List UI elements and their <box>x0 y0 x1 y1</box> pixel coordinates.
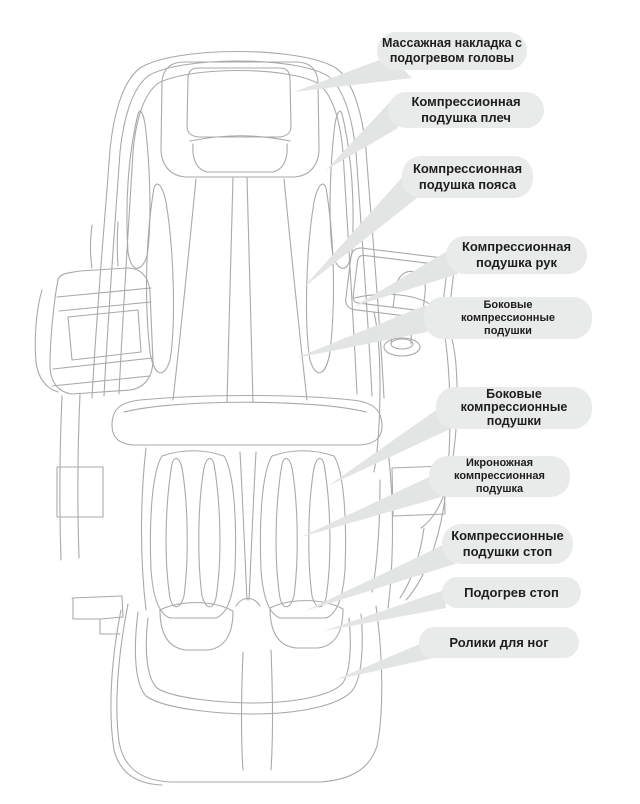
callout-calf-cushion <box>429 456 570 497</box>
callout-label: подушка пояса <box>418 177 517 192</box>
callout-label: компрессионная <box>454 470 545 482</box>
callout-side-cushions-lower <box>436 387 592 429</box>
callout-label: подушка рук <box>476 255 557 270</box>
callout-leg-rollers <box>419 627 579 658</box>
callout-waist-cushion <box>402 156 533 198</box>
callout-label: Компрессионная <box>411 94 521 109</box>
callout-arm-cushion <box>446 236 587 274</box>
backrest-seams <box>173 177 307 402</box>
callout-foot-heating <box>442 577 581 608</box>
callout-label: подогревом головы <box>389 51 515 65</box>
callout-label: подушка плеч <box>421 110 511 125</box>
callout-pointer-3 <box>303 174 417 288</box>
foot-cuffs <box>160 601 343 650</box>
callout-label: Икроножная <box>465 457 534 469</box>
callout-label: Подогрев стоп <box>464 584 559 600</box>
callout-side-cushions-upper <box>424 297 592 339</box>
callout-label: Массажная накладка с <box>381 36 523 50</box>
headrest <box>161 62 319 177</box>
footrest <box>111 604 382 785</box>
callout-foot-cushions <box>442 524 573 564</box>
callout-label: Компрессионные <box>451 528 564 543</box>
callout-label: подушка <box>475 483 524 495</box>
callout-label: Ролики для ног <box>449 634 549 650</box>
callout-label: подушки <box>484 324 532 337</box>
callout-label: подушки <box>486 413 542 428</box>
callout-label: Боковые <box>486 386 542 401</box>
left-armrest <box>35 222 153 634</box>
callout-label: Компрессионная <box>461 239 572 254</box>
chair-line-art <box>35 52 457 786</box>
callout-label: Компрессионная <box>412 161 523 176</box>
callout-label: Боковые <box>483 298 533 311</box>
callout-head-heating-pad <box>377 32 527 70</box>
callout-pointer-7 <box>301 476 441 537</box>
callout-shoulder-cushion <box>388 92 544 128</box>
callout-label: компрессионные <box>460 400 568 415</box>
callout-label: подушки стоп <box>462 544 553 559</box>
callout-label: компрессионные <box>461 311 555 324</box>
seat <box>112 396 382 446</box>
callout-pointer-5 <box>296 305 427 358</box>
